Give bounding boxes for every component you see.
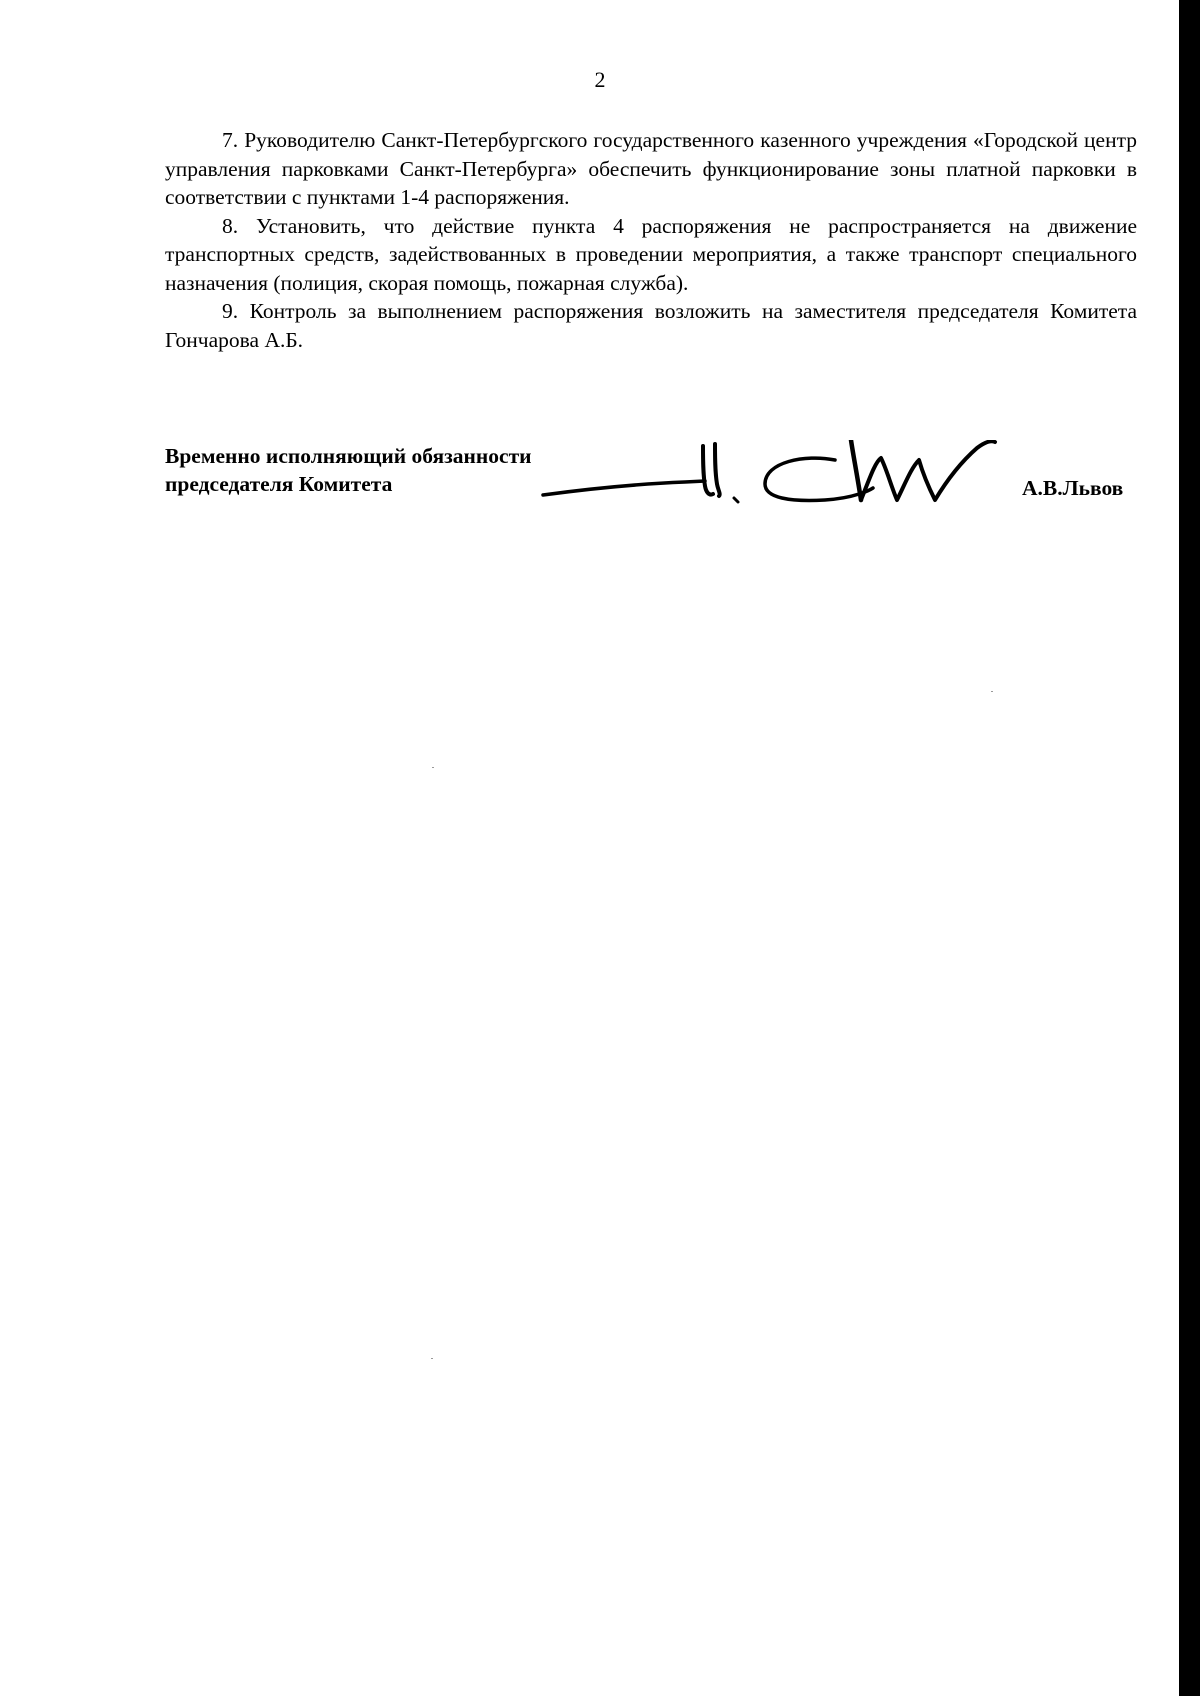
scan-speck <box>431 1358 433 1359</box>
page-number: 2 <box>594 67 606 92</box>
paragraph-9: 9. Контроль за выполнением распоряжения возложить на заместителя председателя Комитета Гончарова А.Б. <box>165 299 1137 352</box>
signatory-position-line-2: председателя Комитета <box>165 472 393 496</box>
paragraph-7: 7. Руководителю Санкт-Петербургского государственного казенного учреждения «Городской центр управления парковками Санкт-Петербурга» обеспечить функционирование зоны платной парковки в соответствии с пунктами 1-4 распоряжения. <box>165 128 1137 209</box>
signatory-position <box>165 442 532 498</box>
scan-edge-border <box>1179 0 1200 1696</box>
handwritten-signature <box>535 440 1020 512</box>
paragraph-8: 8. Установить, что действие пункта 4 распоряжения не распространяется на движение транспортных средств, задействованных в проведении мероприятия, а также транспорт специального назначения (полиция, скорая помощь, пожарная служба). <box>165 213 1137 295</box>
scan-speck <box>432 767 434 768</box>
scan-speck <box>991 691 993 692</box>
document-body <box>165 126 1137 354</box>
signatory-name: А.В.Львов <box>1022 476 1124 500</box>
signatory-position-line-1: Временно исполняющий обязанности <box>165 444 532 468</box>
